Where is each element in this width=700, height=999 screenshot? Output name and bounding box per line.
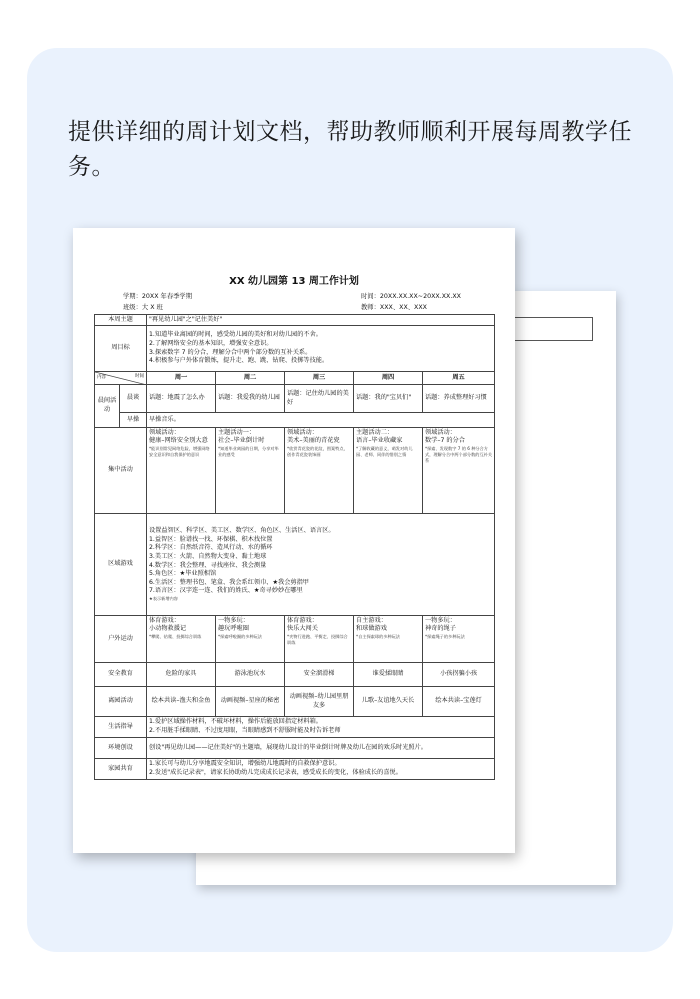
day-header: 周三 [285,372,354,385]
activity-title: 健康–网络安全别大意 [149,437,208,445]
content-corner-label: 内容 [97,375,106,381]
activity-type: 一物多玩： [218,616,249,624]
activity-note: *探索、发现数字 7 的 6 种分合方式，理解分合中两个部分数的互补关系 [425,445,493,463]
headline: 提供详细的周计划文档，帮助教师顺利开展每周教学任务。 [68,119,632,180]
talk-cell: 话题：记住幼儿园的美好 [285,385,354,413]
life-item: 1.爱护区域操作材料，不破坏材料，操作后能放回指定材料箱。 [149,718,322,726]
home-label: 家园共育 [95,759,147,780]
outdoor-label: 户外运动 [95,616,147,663]
theme-row [95,315,495,326]
document-title: XX 幼儿园第 13 周工作计划 [229,276,359,287]
leave-row [95,687,495,717]
activity-title: 小动物救援记 [149,625,187,633]
activity-title: 神奇的绳子 [425,625,456,633]
activity-type: 主题活动一： [218,428,256,436]
date-range: 时间：20XX.XX.XX~20XX.XX.XX [361,293,461,300]
area-line: 3.美工区：火箭、自然物大变身、黏土地球 [149,552,267,560]
morning-activity-label: 晨间活动 [95,385,120,428]
env-label: 环境创设 [95,738,147,759]
area-game-label: 区域游戏 [95,514,147,616]
outdoor-cell [354,616,423,663]
activity-title: 语言–毕业收藏家 [356,437,403,445]
new-content-note: ★表示新增内容 [149,595,178,601]
area-line: 7.语言区：汉字连一连、我们的姓氏、★奇寻妙妙在哪里 [149,587,303,595]
diagonal-header-cell [95,372,147,385]
activity-title: 和球做游戏 [356,625,387,633]
activity-title: 趣玩呼啦圈 [218,625,249,633]
exercise-label: 早操 [120,413,147,428]
area-line: 设置益智区、科学区、美工区、数学区、角色区、生活区、语言区。 [149,527,335,535]
activity-note: *攀爬、钻爬、投掷综合训练 [149,633,202,639]
activity-title: 快乐大闯关 [287,625,318,633]
time-corner-label: 时间 [135,374,144,379]
talk-row [95,385,495,413]
plan-table [94,314,495,780]
activity-type: 主题活动二： [356,428,394,436]
group-activity-cell [423,428,495,514]
life-label: 生活指导 [95,717,147,738]
theme-label: 本周主题 [95,315,147,326]
safety-cell: 安全溜滑梯 [285,663,354,687]
activity-type: 一物多玩： [425,616,456,624]
safety-row [95,663,495,687]
env-value: 创设"再见幼儿园——记住美好"的主题墙，展现幼儿设计的毕业倒计时牌及幼儿在园的欢乐时光照片。 [147,738,495,759]
goal-item: 2.了解网络安全的基本知识，增强安全意识。 [149,339,273,347]
safety-cell: 谁爱揉眼睛 [354,663,423,687]
activity-type: 领域活动： [287,428,318,436]
home-row [95,759,495,780]
home-item: 2.发送"成长记录表"，请家长协助幼儿完成成长记录表，感受成长的变化，体验成长的喜悦。 [149,769,402,776]
area-line: 2.科学区：自然纸音符、造风行动、水的循环 [149,544,273,552]
activity-title: 数学–7 的分合 [425,437,465,445]
goal-item: 3.探索数字 7 的分合，理解分合中两个部分数的互补关系。 [149,348,312,356]
term-info: 学期：20XX 年春季学期 [123,293,193,300]
activity-note: *夹物行进跑、平衡走、投掷综合训练 [287,633,348,645]
home-item: 1.家长可与幼儿分享地震安全知识，增强幼儿地震时的自救保护意识。 [149,760,341,768]
leave-cell: 儿歌–友谊地久天长 [354,687,423,717]
day-header: 周五 [423,372,495,385]
life-item: 2.不用脏手揉眼睛、不过度用眼，当眼睛感到不舒服时能及时告诉老师 [149,727,341,734]
activity-note: *欣赏青花瓷的花纹，图案特点，创作青花瓷装饰画 [287,445,348,457]
safety-label: 安全教育 [95,663,147,687]
talk-label: 晨谈 [120,385,147,413]
safety-cell: 游泳池玩水 [216,663,285,687]
exercise-value: 早操音乐。 [147,413,495,428]
talk-cell: 话题：地震了怎么办 [147,385,216,413]
class-info: 班级：大 X 班 [123,304,163,311]
leave-cell: 动画视频–幼儿园里朋友多 [285,687,354,717]
activity-type: 自主游戏： [356,616,387,624]
talk-cell: 话题：我的"宝贝们" [354,385,423,413]
teacher-info: 教师：XXX、XX、XXX [361,304,427,311]
outdoor-cell [147,616,216,663]
leave-cell: 绘本共读–渔夫和金鱼 [147,687,216,717]
activity-type: 领域活动： [149,428,180,436]
day-header: 周四 [354,372,423,385]
home-list [147,759,495,780]
talk-cell: 话题：我爱我的幼儿园 [216,385,285,413]
outdoor-row [95,616,495,663]
area-game-row [95,514,495,616]
area-line: 5.角色区：★毕业照相馆 [149,570,217,578]
activity-note: *探索呼啦圈的多种玩法 [218,633,262,639]
group-activity-cell [216,428,285,514]
safety-cell: 小孩拐骗小孩 [423,663,495,687]
goal-item: 4.积极参与户外体育锻炼，提升走、跑、跳、钻爬、投掷等技能。 [149,357,329,365]
group-activity-cell [354,428,423,514]
activity-note: *能识别常见网络危险，增强网络安全意识和自我保护的意识 [149,445,210,457]
goal-list [147,326,495,372]
day-header: 周二 [216,372,285,385]
outdoor-cell [285,616,354,663]
day-header-row [95,372,495,385]
goal-label: 周目标 [95,326,147,372]
area-line: 4.数学区：我会整理、寻找座位、我会测量 [149,561,267,569]
outdoor-cell [216,616,285,663]
goal-item: 1.知道毕业离园的时间，感受幼儿园的美好和对幼儿园的不舍。 [149,331,322,339]
exercise-row [95,413,495,428]
front-page [73,228,515,853]
theme-value: "再见幼儿园"之"记住美好" [147,315,495,326]
activity-note: *探索绳子的多种玩法 [425,633,465,639]
goal-row [95,326,495,372]
activity-note: *知道毕业离园的日期，分享对毕业的感受 [218,445,279,457]
life-list [147,717,495,738]
life-row [95,717,495,738]
leave-label: 离园活动 [95,687,147,717]
activity-note: *了解收藏的意义，萌发对幼儿园、老师、同伴的惜别之情 [356,445,413,457]
area-game-list [147,514,495,616]
leave-cell: 绘本共读–宝莲灯 [423,687,495,717]
outdoor-cell [423,616,495,663]
leave-cell: 动画视频–星座的秘密 [216,687,285,717]
group-activity-row [95,428,495,514]
activity-type: 领域活动： [425,428,456,436]
area-line: 6.生活区：整理书包、笔盒、我会系红领巾、★我会剪指甲 [149,578,309,586]
activity-title: 美术–美丽的青花瓷 [287,437,340,445]
env-row [95,738,495,759]
group-activity-label: 集中活动 [95,428,147,514]
group-activity-cell [285,428,354,514]
activity-title: 社会–毕业倒计时 [218,437,265,445]
safety-cell: 危险的家具 [147,663,216,687]
day-header: 周一 [147,372,216,385]
talk-cell: 话题：养成整理好习惯 [423,385,495,413]
activity-type: 体育游戏： [149,616,180,624]
area-line: 1.益智区：脸谱找一找、环保棋、积木找位置 [149,535,273,543]
activity-note: *自主探索球的多种玩法 [356,633,400,639]
group-activity-cell [147,428,216,514]
activity-type: 体育游戏： [287,616,318,624]
